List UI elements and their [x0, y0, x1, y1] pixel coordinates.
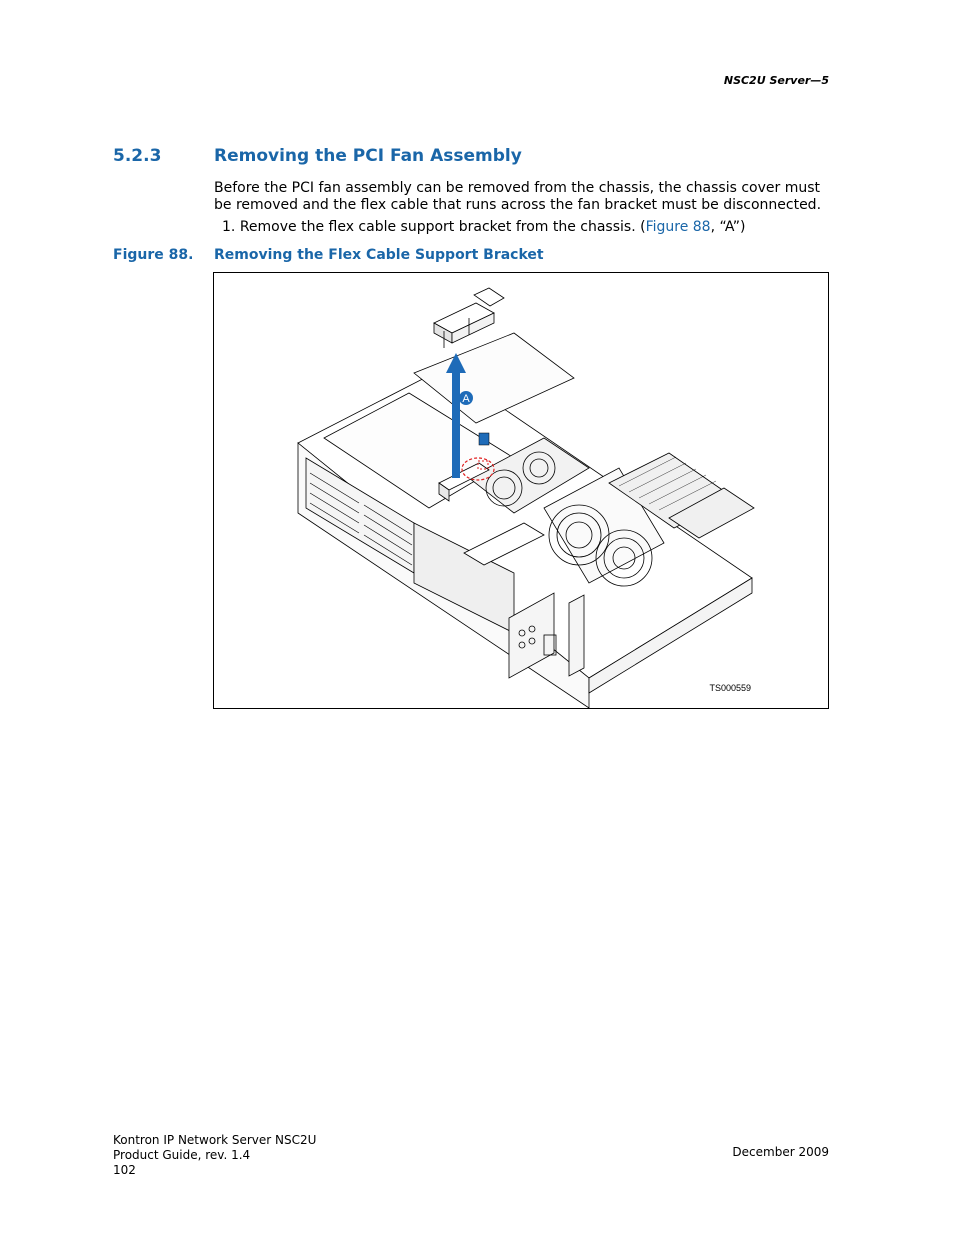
figure-label: Figure 88. — [113, 247, 194, 263]
server-chassis-illustration — [214, 273, 828, 708]
footer-product: Kontron IP Network Server NSC2U — [113, 1133, 317, 1147]
footer-page-number: 102 — [113, 1163, 136, 1177]
intro-paragraph: Before the PCI fan assembly can be removed from the chassis, the chassis cover must be removed and the flex cable that runs across the fan bracket must be disconnected. — [214, 180, 822, 213]
section-title: Removing the PCI Fan Assembly — [214, 146, 522, 166]
step-1 — [222, 219, 746, 236]
figure-frame — [213, 272, 829, 709]
figure-id: TS000559 — [709, 683, 751, 693]
footer-date: December 2009 — [732, 1145, 829, 1159]
step-text-after: , “A”) — [710, 219, 746, 235]
figure-title: Removing the Flex Cable Support Bracket — [214, 247, 544, 263]
footer-guide: Product Guide, rev. 1.4 — [113, 1148, 251, 1162]
running-header: NSC2U Server—5 — [723, 74, 829, 87]
step-text-before: Remove the flex cable support bracket from the chassis. ( — [239, 219, 646, 235]
step-number: 1. — [222, 219, 236, 235]
section-number: 5.2.3 — [113, 146, 162, 166]
figure-88-link[interactable]: Figure 88 — [645, 219, 711, 235]
callout-a-label: A — [462, 393, 470, 405]
footer-left — [113, 1133, 316, 1178]
